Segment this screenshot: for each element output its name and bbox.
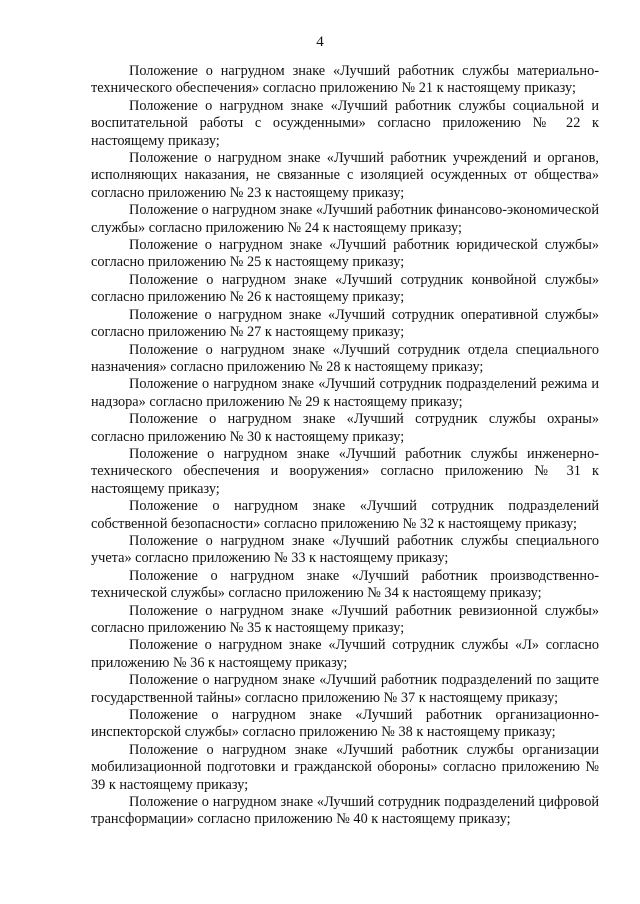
paragraph-appendix-25: Положение о нагрудном знаке «Лучший работник юридической службы» согласно приложению № 25 к настоящему приказу;	[91, 237, 599, 271]
paragraph-appendix-36: Положение о нагрудном знаке «Лучший сотрудник службы «Л» согласно приложению № 36 к настоящему приказу;	[91, 637, 599, 671]
paragraph-appendix-34: Положение о нагрудном знаке «Лучший работник производственно-технической службы» согласно приложению № 34 к настоящему приказу;	[91, 567, 599, 602]
paragraph-appendix-32: Положение о нагрудном знаке «Лучший сотрудник подразделений собственной безопасности» согласно приложению № 32 к настоящему приказу;	[91, 498, 599, 532]
paragraph-appendix-39: Положение о нагрудном знаке «Лучший работник службы организации мобилизационной подготовки и гражданской обороны» согласно приложению № 39 к настоящему приказу;	[91, 741, 599, 793]
document-body	[91, 63, 599, 829]
paragraph-appendix-31: Положение о нагрудном знаке «Лучший работник службы инженерно-технического обеспечения и вооружения» согласно приложению № 31 к настоящему приказу;	[91, 445, 599, 497]
paragraph-appendix-38: Положение о нагрудном знаке «Лучший работник организационно-инспекторской службы» согласно приложению № 38 к настоящему приказу;	[91, 707, 599, 741]
paragraph-appendix-35: Положение о нагрудном знаке «Лучший работник ревизионной службы» согласно приложению № 35 к настоящему приказу;	[91, 602, 599, 636]
paragraph-appendix-27: Положение о нагрудном знаке «Лучший сотрудник оперативной службы» согласно приложению № 27 к настоящему приказу;	[91, 306, 599, 341]
paragraph-appendix-22: Положение о нагрудном знаке «Лучший работник службы социальной и воспитательной работы с осужденными» согласно приложению № 22 к настоящему приказу;	[91, 97, 599, 149]
paragraph-appendix-28: Положение о нагрудном знаке «Лучший сотрудник отдела специального назначения» согласно приложению № 28 к настоящему приказу;	[91, 341, 599, 375]
paragraph-appendix-37: Положение о нагрудном знаке «Лучший работник подразделений по защите государственной тайны» согласно приложению № 37 к настоящему приказу;	[91, 672, 599, 706]
paragraph-appendix-30: Положение о нагрудном знаке «Лучший сотрудник службы охраны» согласно приложению № 30 к настоящему приказу;	[91, 411, 599, 445]
paragraph-appendix-23: Положение о нагрудном знаке «Лучший работник учреждений и органов, исполняющих наказания, не связанные с изоляцией осужденных от общества» согласно приложению № 23 к настоящему приказу;	[91, 150, 599, 201]
page-number: 4	[316, 34, 324, 50]
paragraph-appendix-24: Положение о нагрудном знаке «Лучший работник финансово-экономической службы» согласно приложению № 24 к настоящему приказу;	[91, 202, 599, 236]
paragraph-appendix-26: Положение о нагрудном знаке «Лучший сотрудник конвойной службы» согласно приложению № 26 к настоящему приказу;	[91, 271, 599, 306]
paragraph-appendix-21: Положение о нагрудном знаке «Лучший работник службы материально-технического обеспечения» согласно приложению № 21 к настоящему приказу;	[91, 63, 599, 97]
paragraph-appendix-29: Положение о нагрудном знаке «Лучший сотрудник подразделений режима и надзора» согласно приложению № 29 к настоящему приказу;	[91, 376, 599, 410]
paragraph-appendix-33: Положение о нагрудном знаке «Лучший работник службы специального учета» согласно приложению № 33 к настоящему приказу;	[91, 532, 599, 567]
paragraph-appendix-40: Положение о нагрудном знаке «Лучший сотрудник подразделений цифровой трансформации» согласно приложению № 40 к настоящему приказу;	[91, 794, 599, 828]
